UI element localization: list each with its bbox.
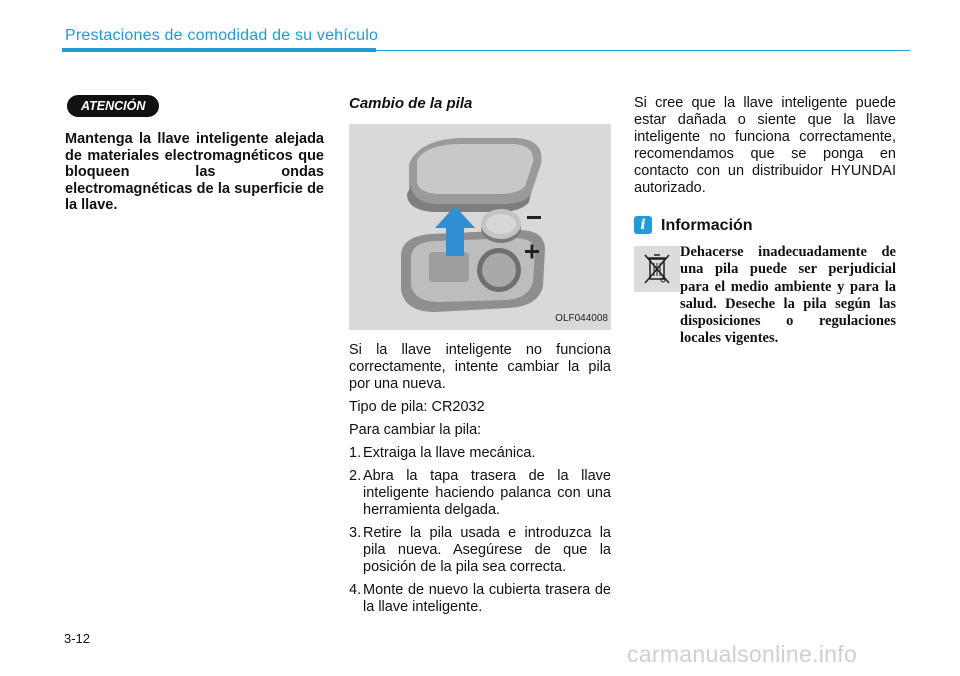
smart-key-illustration bbox=[349, 124, 611, 330]
info-body bbox=[634, 244, 896, 348]
battery-column bbox=[349, 95, 611, 622]
warning-text: Mantenga la llave inteligente alejada de materiales electromagnéticos que bloqueen las ondas electromagnéticas de la superficie de la llave. bbox=[65, 131, 324, 213]
list-item: 3. Retire la pila usada e introduzca la pila nueva. Asegúrese de que la posición de la pila sea correcta. bbox=[349, 525, 611, 575]
section-title: Cambio de la pila bbox=[349, 95, 473, 112]
list-item: 4. Monte de nuevo la cubierta trasera de la llave inteligente. bbox=[349, 582, 611, 615]
steps-list bbox=[349, 445, 611, 616]
info-header bbox=[634, 216, 896, 234]
key-cover bbox=[407, 138, 542, 212]
header-rule bbox=[376, 50, 910, 51]
page-number: 3-12 bbox=[64, 631, 91, 646]
info-text: Dehacerse inadecuadamente de una pila puede ser perjudicial para el medio ambiente y para la salud. Deseche la pila según las disposiciones o regulaciones locales vigentes. bbox=[680, 244, 896, 347]
header-accent-bar bbox=[62, 48, 376, 52]
crossed-bin-icon bbox=[634, 246, 680, 292]
warning-column bbox=[65, 95, 324, 228]
damage-text: Si cree que la llave inteligente puede estar dañada o siente que la llave inteligente no funciona correctamente, recomendamos que se ponga en contacto con un distribuidor HYUNDAI autorizado. bbox=[634, 95, 896, 196]
warning-badge: ATENCIÓN bbox=[67, 95, 159, 117]
coin-battery bbox=[481, 209, 521, 243]
minus-sign-icon bbox=[527, 216, 541, 219]
page-header-title: Prestaciones de comodidad de su vehículo bbox=[65, 27, 379, 44]
info-title: Información bbox=[661, 216, 753, 234]
battery-intro: Si la llave inteligente no funciona correctamente, intente cambiar la pila por una nueva. bbox=[349, 342, 611, 392]
battery-type: Tipo de pila: CR2032 bbox=[349, 399, 485, 415]
steps-intro: Para cambiar la pila: bbox=[349, 422, 482, 438]
watermark: carmanualsonline.info bbox=[627, 641, 858, 667]
info-column bbox=[634, 95, 896, 348]
key-base bbox=[401, 230, 545, 312]
list-item: 2. Abra la tapa trasera de la llave inteligente haciendo palanca con una herramienta delgada. bbox=[349, 468, 611, 518]
figure-code: OLF044008 bbox=[555, 313, 608, 324]
battery-figure bbox=[349, 124, 611, 330]
info-icon: i bbox=[634, 216, 652, 234]
list-item: 1. Extraiga la llave mecánica. bbox=[349, 445, 536, 461]
